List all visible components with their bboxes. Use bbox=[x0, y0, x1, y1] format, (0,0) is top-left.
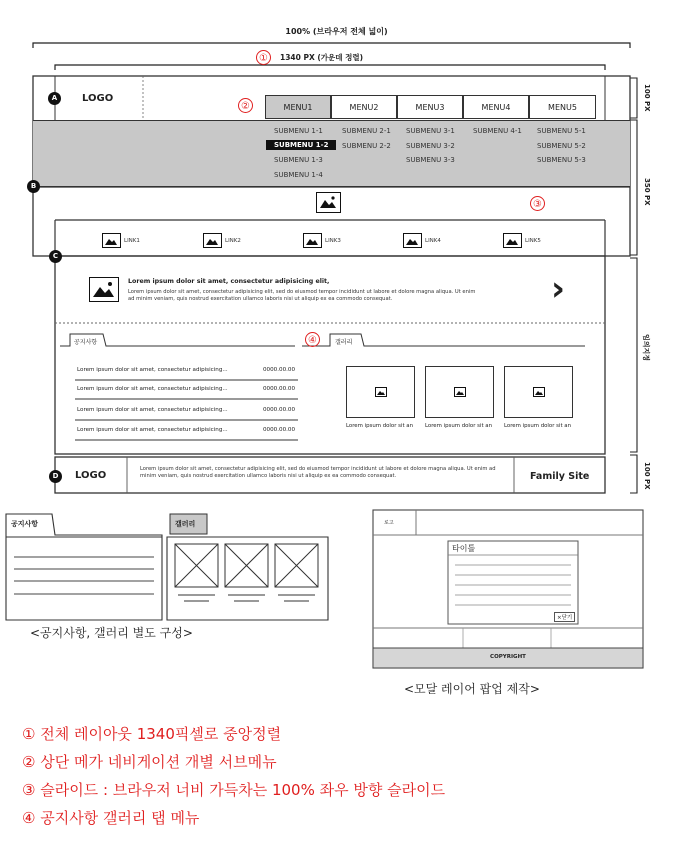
submenu-1-3[interactable]: SUBMENU 1-3 bbox=[274, 156, 323, 164]
section-marker-b: B bbox=[27, 180, 40, 193]
modal-caption: <모달 레이어 팝업 제작> bbox=[404, 682, 540, 696]
modal-close-button[interactable]: ×닫기 bbox=[554, 612, 575, 622]
menu-item-1[interactable]: MENU1 bbox=[265, 95, 331, 119]
notice-row-title[interactable]: Lorem ipsum dolor sit amet, consectetur adipisicing... bbox=[77, 367, 228, 373]
menu-item-5[interactable]: MENU5 bbox=[529, 95, 596, 119]
notice-row-date: 0000.00.00 bbox=[263, 386, 296, 392]
notice-tab[interactable]: 공지사항 bbox=[74, 339, 98, 346]
link1-image-icon bbox=[102, 233, 121, 248]
notice-row-title[interactable]: Lorem ipsum dolor sit amet, consectetur adipisicing... bbox=[77, 386, 228, 392]
submenu-2-1[interactable]: SUBMENU 2-1 bbox=[342, 127, 391, 135]
section-marker-c: C bbox=[49, 250, 62, 263]
marker-four: ④ bbox=[305, 332, 320, 347]
family-site-link[interactable]: Family Site bbox=[530, 471, 590, 482]
submenu-5-3[interactable]: SUBMENU 5-3 bbox=[537, 156, 586, 164]
link2-image-icon bbox=[203, 233, 222, 248]
menu-item-4[interactable]: MENU4 bbox=[463, 95, 529, 119]
gallery-thumb[interactable] bbox=[346, 366, 415, 418]
gallery-caption: Lorem ipsum dolor sit an bbox=[346, 423, 413, 429]
gallery-thumb[interactable] bbox=[425, 366, 494, 418]
notice-row-title[interactable]: Lorem ipsum dolor sit amet, consectetur adipisicing... bbox=[77, 427, 228, 433]
gallery-thumb[interactable] bbox=[504, 366, 573, 418]
footer-logo[interactable]: LOGO bbox=[75, 470, 107, 481]
sketch-notice-tab: 공지사항 bbox=[11, 520, 39, 528]
link5-image-icon bbox=[503, 233, 522, 248]
marker-one: ① bbox=[256, 50, 271, 65]
quick-link-1[interactable]: LINK1 bbox=[124, 238, 140, 244]
content-height-label: 임의지정 bbox=[642, 334, 650, 362]
gallery-caption: Lorem ipsum dolor sit an bbox=[425, 423, 492, 429]
footer-text: Lorem ipsum dolor sit amet, consectetur adipisicing elit, sed do eiusmod tempor incididunt ut labore et dolore magna aliqua. Ut enim ad minim veniam, quis nostrud exercitation ullamco laboris nisi ut aliquip ex ea commodo consequat. bbox=[140, 466, 496, 479]
slide-image-icon bbox=[316, 192, 341, 213]
gallery-caption: Lorem ipsum dolor sit an bbox=[504, 423, 571, 429]
submenu-1-1[interactable]: SUBMENU 1-1 bbox=[274, 127, 323, 135]
notice-row-date: 0000.00.00 bbox=[263, 427, 296, 433]
submenu-2-2[interactable]: SUBMENU 2-2 bbox=[342, 142, 391, 150]
submenu-3-1[interactable]: SUBMENU 3-1 bbox=[406, 127, 455, 135]
link3-image-icon bbox=[303, 233, 322, 248]
modal-copyright: COPYRIGHT bbox=[490, 654, 526, 660]
notice-row-title[interactable]: Lorem ipsum dolor sit amet, consectetur adipisicing... bbox=[77, 407, 228, 413]
content-headline: Lorem ipsum dolor sit amet, consectetur adipisicing elit, bbox=[128, 278, 330, 285]
section-marker-a: A bbox=[48, 92, 61, 105]
marker-three: ③ bbox=[530, 196, 545, 211]
submenu-1-4[interactable]: SUBMENU 1-4 bbox=[274, 171, 323, 179]
modal-logo: 로고 bbox=[384, 520, 394, 526]
header-height-label: 100 PX bbox=[643, 84, 651, 112]
quick-link-4[interactable]: LINK4 bbox=[425, 238, 441, 244]
note-1: ① 전체 레이아웃 1340픽셀로 중앙정렬 bbox=[22, 725, 282, 743]
section-marker-d: D bbox=[49, 470, 62, 483]
modal-title: 타이틀 bbox=[452, 544, 476, 553]
link4-image-icon bbox=[403, 233, 422, 248]
center-width-label: 1340 PX (가운데 정렬) bbox=[280, 53, 364, 62]
content-image-icon bbox=[89, 277, 119, 302]
note-2: ② 상단 메가 네비게이션 개별 서브메뉴 bbox=[22, 753, 277, 771]
full-width-label: 100% (브라우저 전체 넓이) bbox=[285, 27, 388, 36]
note-4: ④ 공지사항 갤러리 탭 메뉴 bbox=[22, 809, 200, 827]
submenu-5-1[interactable]: SUBMENU 5-1 bbox=[537, 127, 586, 135]
gallery-tab[interactable]: 갤러리 bbox=[335, 339, 353, 346]
menu-item-2[interactable]: MENU2 bbox=[331, 95, 397, 119]
submenu-4-1[interactable]: SUBMENU 4-1 bbox=[473, 127, 522, 135]
menu-item-3[interactable]: MENU3 bbox=[397, 95, 463, 119]
marker-two: ② bbox=[238, 98, 253, 113]
notice-row-date: 0000.00.00 bbox=[263, 367, 296, 373]
quick-link-2[interactable]: LINK2 bbox=[225, 238, 241, 244]
submenu-5-2[interactable]: SUBMENU 5-2 bbox=[537, 142, 586, 150]
footer-height-label: 100 PX bbox=[643, 462, 651, 490]
submenu-3-2[interactable]: SUBMENU 3-2 bbox=[406, 142, 455, 150]
note-3: ③ 슬라이드 : 브라우저 너비 가득차는 100% 좌우 방향 슬라이드 bbox=[22, 781, 446, 799]
header-logo[interactable]: LOGO bbox=[82, 93, 114, 104]
sketch-tabs-caption: <공지사항, 갤러리 별도 구성> bbox=[30, 626, 193, 640]
submenu-1-2[interactable]: SUBMENU 1-2 bbox=[266, 140, 336, 150]
next-arrow-icon[interactable]: › bbox=[551, 269, 566, 309]
quick-link-5[interactable]: LINK5 bbox=[525, 238, 541, 244]
submenu-3-3[interactable]: SUBMENU 3-3 bbox=[406, 156, 455, 164]
content-body: Lorem ipsum dolor sit amet, consectetur adipisicing elit, sed do eiusmod tempor incididunt ut labore et dolore magna aliqua. Ut enim ad minim veniam, quis nostrud exercitation ullamco laboris nisi ut aliquip ex ea commodo consequat. bbox=[128, 289, 476, 302]
notice-row-date: 0000.00.00 bbox=[263, 407, 296, 413]
quick-link-3[interactable]: LINK3 bbox=[325, 238, 341, 244]
sketch-gallery-tab: 갤러리 bbox=[175, 520, 196, 528]
slide-height-label: 350 PX bbox=[643, 178, 651, 206]
